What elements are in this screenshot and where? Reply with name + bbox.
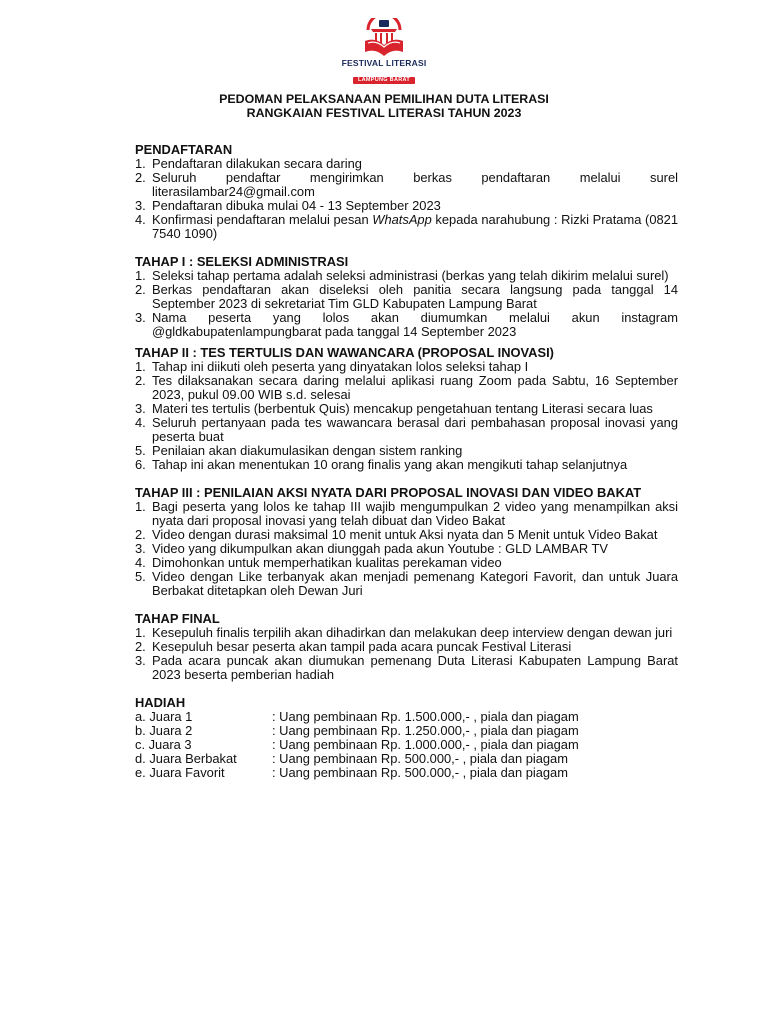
list-item: 6. Tahap ini akan menentukan 10 orang finalis yang akan mengikuti tahap selanjutnya bbox=[135, 457, 628, 472]
list-item: 3. Nama peserta yang lolos akan diumumkan melalui akun instagram @gldkabupatenlampungbarat pada tanggal 14 September 2023 bbox=[135, 310, 678, 339]
prize-row: d. Juara Berbakat : Uang pembinaan Rp. 500.000,- , piala dan piagam bbox=[135, 751, 568, 766]
list-item: 5. Penilaian akan diakumulasikan dengan sistem ranking bbox=[135, 443, 463, 458]
logo-title: FESTIVAL LITERASI bbox=[341, 58, 427, 68]
section-heading-hadiah: HADIAH bbox=[135, 695, 186, 710]
list-item: 1. Tahap ini diikuti oleh peserta yang dinyatakan lolos seleksi tahap I bbox=[135, 359, 529, 374]
list-item: 2. Seluruh pendaftar mengirimkan berkas pendaftaran melalui surel literasilambar24@gmail.com bbox=[135, 170, 678, 199]
list-item: 1. Kesepuluh finalis terpilih akan dihadirkan dan melakukan deep interview dengan dewan juri bbox=[135, 625, 673, 640]
list-item: 5. Video dengan Like terbanyak akan menjadi pemenang Kategori Favorit, dan untuk Juara Berbakat ditetapkan oleh Dewan Juri bbox=[135, 569, 678, 598]
prize-row: b. Juara 2 : Uang pembinaan Rp. 1.250.000,- , piala dan piagam bbox=[135, 723, 579, 738]
list-item: 4. Konfirmasi pendaftaran melalui pesan WhatsApp kepada narahubung : Rizki Pratama (0821 7540 1090) bbox=[135, 212, 679, 241]
prize-row: c. Juara 3 : Uang pembinaan Rp. 1.000.000,- , piala dan piagam bbox=[135, 737, 579, 752]
list-item: 1. Pendaftaran dilakukan secara daring bbox=[135, 156, 362, 171]
hadiah-list bbox=[135, 710, 678, 780]
logo-subtitle: LAMPUNG BARAT bbox=[353, 77, 415, 84]
list-item: 2. Berkas pendaftaran akan diseleksi oleh panitia secara langsung pada tanggal 14 September 2023 di sekretariat Tim GLD Kabupaten Lampung Barat bbox=[135, 282, 678, 311]
document-body bbox=[135, 143, 678, 780]
section-heading-tahap-final: TAHAP FINAL bbox=[135, 611, 220, 626]
list-item: 3. Pada acara puncak akan diumukan pemenang Duta Literasi Kabupaten Lampung Barat 2023 beserta pemberian hadiah bbox=[135, 653, 678, 682]
tahap-2-list bbox=[135, 360, 678, 472]
list-item: 1. Seleksi tahap pertama adalah seleksi administrasi (berkas yang telah dikirim melalui surel) bbox=[135, 268, 669, 283]
festival-logo bbox=[340, 18, 428, 83]
list-item: 2. Video dengan durasi maksimal 10 menit untuk Aksi nyata dan 5 Menit untuk Video Bakat bbox=[135, 527, 658, 542]
section-heading-tahap-3: TAHAP III : PENILAIAN AKSI NYATA DARI PROPOSAL INOVASI DAN VIDEO BAKAT bbox=[135, 485, 642, 500]
whatsapp-term: WhatsApp bbox=[372, 212, 432, 227]
list-item: 4. Seluruh pertanyaan pada tes wawancara berasal dari pembahasan proposal inovasi yang peserta buat bbox=[135, 415, 678, 444]
list-item: 3. Materi tes tertulis (berbentuk Quis) mencakup pengetahuan tentang Literasi secara luas bbox=[135, 401, 653, 416]
document-title-line-2: RANGKAIAN FESTIVAL LITERASI TAHUN 2023 bbox=[246, 106, 522, 120]
list-item: 4. Dimohonkan untuk memperhatikan kualitas perekaman video bbox=[135, 555, 502, 570]
document-title-line-1: PEDOMAN PELAKSANAAN PEMILIHAN DUTA LITERASI bbox=[219, 92, 549, 106]
list-item: 3. Video yang dikumpulkan akan diunggah pada akun Youtube : GLD LAMBAR TV bbox=[135, 541, 609, 556]
section-heading-pendaftaran: PENDAFTARAN bbox=[135, 142, 233, 157]
pendaftaran-list bbox=[135, 157, 678, 241]
tahap-3-list bbox=[135, 500, 678, 598]
prize-row: a. Juara 1 : Uang pembinaan Rp. 1.500.000,- , piala dan piagam bbox=[135, 709, 579, 724]
tahap-1-list bbox=[135, 269, 678, 339]
section-heading-tahap-2: TAHAP II : TES TERTULIS DAN WAWANCARA (PROPOSAL INOVASI) bbox=[135, 345, 554, 360]
section-heading-tahap-1: TAHAP I : SELEKSI ADMINISTRASI bbox=[135, 254, 349, 269]
list-item: 3. Pendaftaran dibuka mulai 04 - 13 September 2023 bbox=[135, 198, 441, 213]
book-crown-icon bbox=[359, 18, 409, 58]
list-item: 1. Bagi peserta yang lolos ke tahap III wajib mengumpulkan 2 video yang menampilkan aksi nyata dari proposal inovasi yang telah dibuat dan Video Bakat bbox=[135, 499, 678, 528]
list-item: 2. Tes dilaksanakan secara daring melalui aplikasi ruang Zoom pada Sabtu, 16 September 2023, pukul 09.00 WIB s.d. selesai bbox=[135, 373, 678, 402]
list-item: 2. Kesepuluh besar peserta akan tampil pada acara puncak Festival Literasi bbox=[135, 639, 572, 654]
prize-row: e. Juara Favorit : Uang pembinaan Rp. 500.000,- , piala dan piagam bbox=[135, 765, 568, 780]
tahap-final-list bbox=[135, 626, 678, 682]
